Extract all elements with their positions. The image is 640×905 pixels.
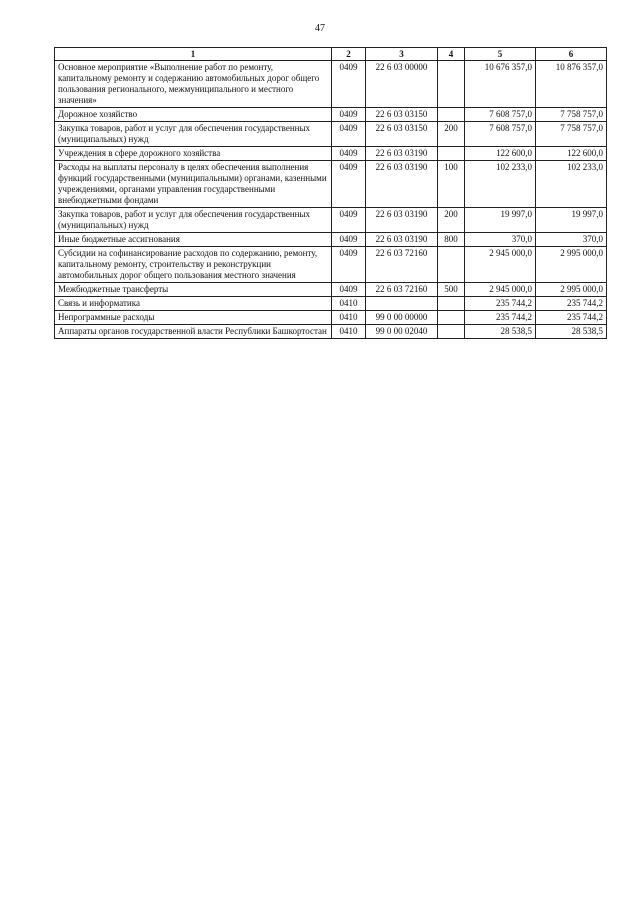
row-name: Субсидии на софинансирование расходов по содержанию, ремонту, капитальному ремонту, строительству и реконструкции автомобильных дорог общего пользования местного значения [55, 247, 332, 283]
budget-table [54, 47, 607, 339]
table-header-row [55, 48, 607, 61]
table-row [55, 108, 607, 122]
row-section: 0409 [332, 147, 366, 161]
row-name: Учреждения в сфере дорожного хозяйства [55, 147, 332, 161]
row-sum-2: 28 538,5 [536, 325, 607, 339]
row-name: Связь и информатика [55, 297, 332, 311]
header-section: 2 [332, 48, 366, 61]
page-number: 47 [315, 23, 325, 34]
row-sum-1: 235 744,2 [465, 311, 536, 325]
row-expense-type [438, 297, 465, 311]
row-expense-type [438, 325, 465, 339]
table-row [55, 147, 607, 161]
row-article: 22 6 03 03190 [366, 147, 438, 161]
row-sum-2: 235 744,2 [536, 297, 607, 311]
row-expense-type: 500 [438, 283, 465, 297]
row-section: 0410 [332, 297, 366, 311]
row-expense-type: 200 [438, 122, 465, 147]
row-section: 0409 [332, 122, 366, 147]
row-section: 0409 [332, 108, 366, 122]
row-article: 22 6 03 03150 [366, 108, 438, 122]
row-section: 0410 [332, 311, 366, 325]
table-row [55, 311, 607, 325]
row-sum-1: 122 600,0 [465, 147, 536, 161]
row-sum-2: 19 997,0 [536, 208, 607, 233]
row-name: Иные бюджетные ассигнования [55, 233, 332, 247]
row-sum-2: 235 744,2 [536, 311, 607, 325]
row-expense-type [438, 61, 465, 108]
header-sum-1: 5 [465, 48, 536, 61]
row-article: 22 6 03 72160 [366, 247, 438, 283]
row-sum-2: 2 995 000,0 [536, 283, 607, 297]
row-sum-2: 10 876 357,0 [536, 61, 607, 108]
row-article: 22 6 03 72160 [366, 283, 438, 297]
row-expense-type: 200 [438, 208, 465, 233]
row-sum-1: 235 744,2 [465, 297, 536, 311]
table-row [55, 161, 607, 208]
row-article: 22 6 03 03190 [366, 161, 438, 208]
row-sum-2: 7 758 757,0 [536, 122, 607, 147]
row-section: 0409 [332, 61, 366, 108]
table-body [55, 61, 607, 339]
row-sum-1: 19 997,0 [465, 208, 536, 233]
row-sum-1: 370,0 [465, 233, 536, 247]
row-sum-1: 2 945 000,0 [465, 247, 536, 283]
row-sum-2: 122 600,0 [536, 147, 607, 161]
row-expense-type: 800 [438, 233, 465, 247]
row-sum-1: 7 608 757,0 [465, 122, 536, 147]
row-section: 0409 [332, 208, 366, 233]
row-section: 0409 [332, 283, 366, 297]
row-name: Дорожное хозяйство [55, 108, 332, 122]
row-sum-1: 10 676 357,0 [465, 61, 536, 108]
header-name: 1 [55, 48, 332, 61]
row-sum-1: 28 538,5 [465, 325, 536, 339]
row-sum-2: 7 758 757,0 [536, 108, 607, 122]
row-name: Расходы на выплаты персоналу в целях обеспечения выполнения функций государственными (муниципальными) органами, казенными учреждениями, органами управления государственными внебюджетными фондами [55, 161, 332, 208]
table-row [55, 233, 607, 247]
table-row [55, 208, 607, 233]
row-expense-type [438, 311, 465, 325]
row-section: 0409 [332, 161, 366, 208]
row-sum-2: 2 995 000,0 [536, 247, 607, 283]
row-article: 99 0 00 00000 [366, 311, 438, 325]
row-sum-1: 102 233,0 [465, 161, 536, 208]
row-expense-type: 100 [438, 161, 465, 208]
row-sum-1: 2 945 000,0 [465, 283, 536, 297]
row-expense-type [438, 147, 465, 161]
row-sum-2: 102 233,0 [536, 161, 607, 208]
table-row [55, 122, 607, 147]
row-name: Основное мероприятие «Выполнение работ по ремонту, капитальному ремонту и содержанию автомобильных дорог общего пользования регионального, межмуниципального и местного значения» [55, 61, 332, 108]
row-article: 22 6 03 03190 [366, 208, 438, 233]
table-row [55, 247, 607, 283]
row-article [366, 297, 438, 311]
row-sum-1: 7 608 757,0 [465, 108, 536, 122]
row-name: Аппараты органов государственной власти Республики Башкортостан [55, 325, 332, 339]
row-name: Закупка товаров, работ и услуг для обеспечения государственных (муниципальных) нужд [55, 122, 332, 147]
table-row [55, 61, 607, 108]
header-sum-2: 6 [536, 48, 607, 61]
row-article: 22 6 03 03190 [366, 233, 438, 247]
row-expense-type [438, 247, 465, 283]
row-sum-2: 370,0 [536, 233, 607, 247]
row-name: Непрограммные расходы [55, 311, 332, 325]
header-expense-type: 4 [438, 48, 465, 61]
row-section: 0410 [332, 325, 366, 339]
row-name: Межбюджетные трансферты [55, 283, 332, 297]
row-section: 0409 [332, 233, 366, 247]
table-row [55, 297, 607, 311]
row-article: 22 6 03 00000 [366, 61, 438, 108]
table-row [55, 325, 607, 339]
row-expense-type [438, 108, 465, 122]
row-article: 99 0 00 02040 [366, 325, 438, 339]
header-article: 3 [366, 48, 438, 61]
row-name: Закупка товаров, работ и услуг для обеспечения государственных (муниципальных) нужд [55, 208, 332, 233]
row-article: 22 6 03 03150 [366, 122, 438, 147]
row-section: 0409 [332, 247, 366, 283]
table-row [55, 283, 607, 297]
